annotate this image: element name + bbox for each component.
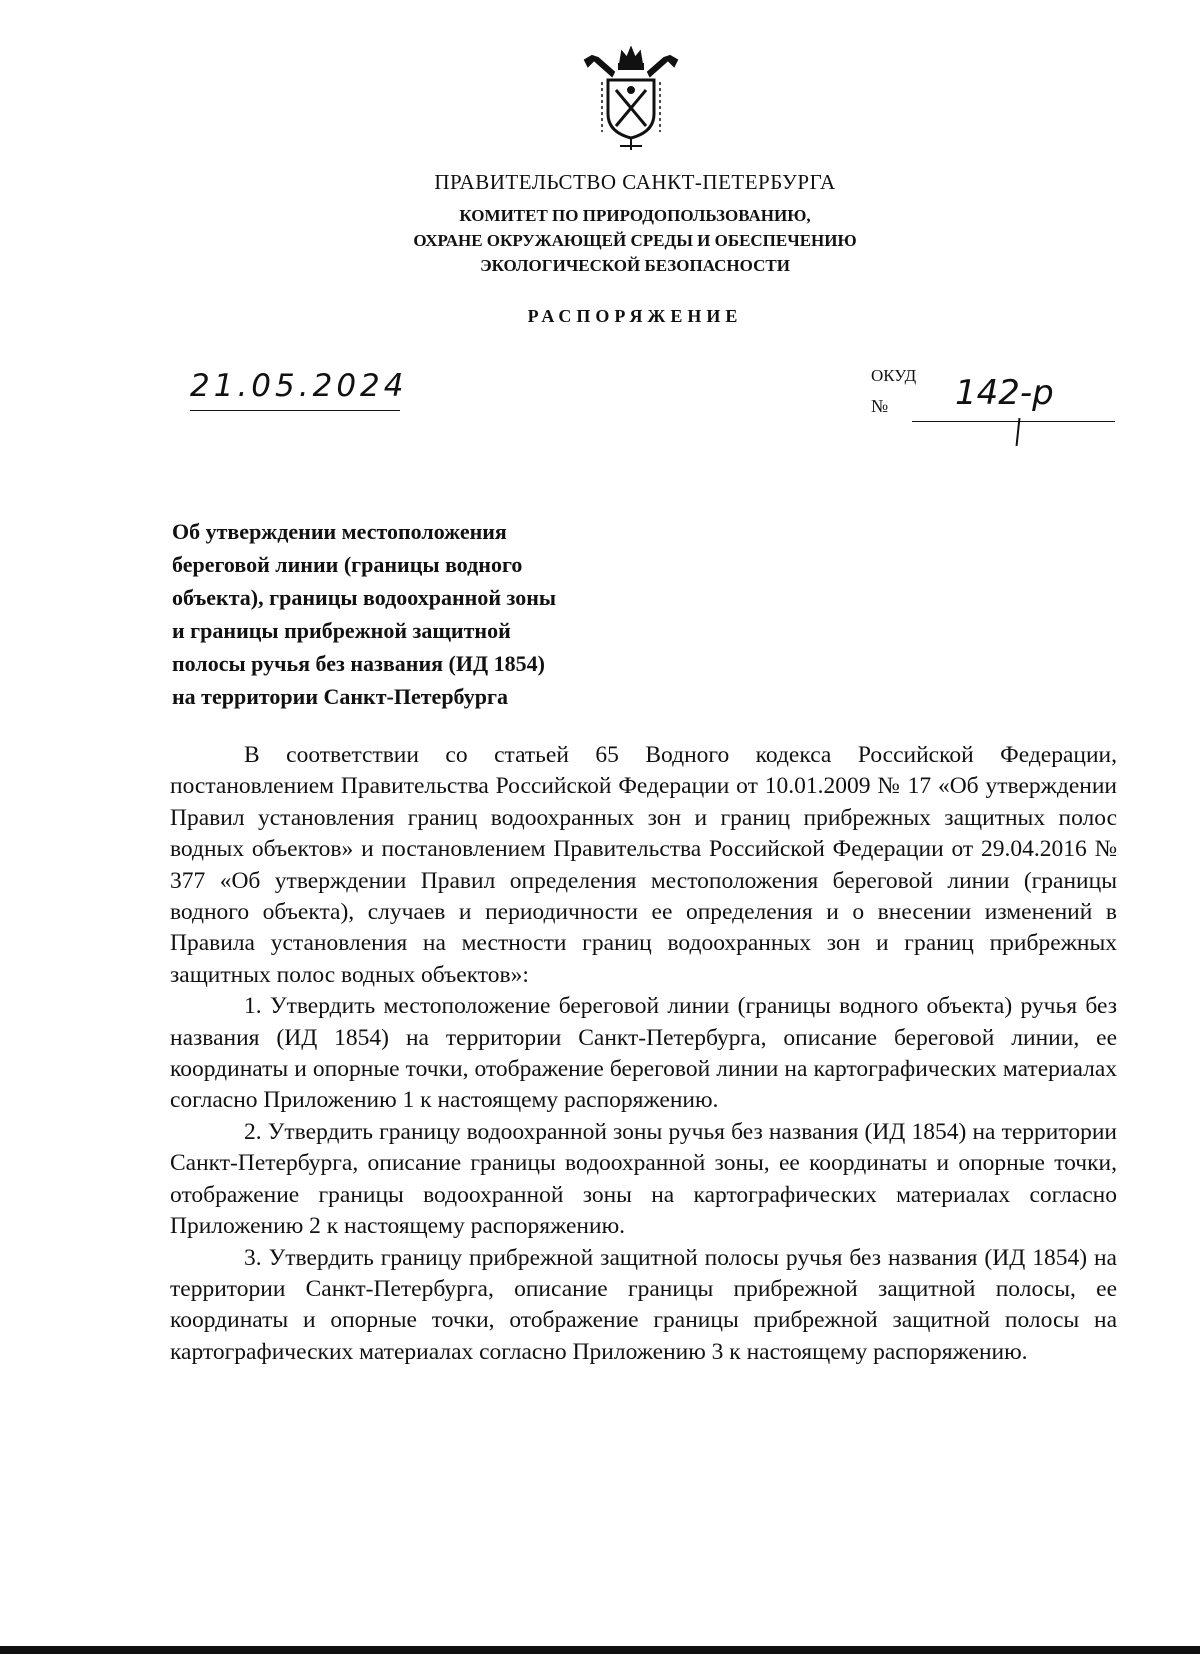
document-body bbox=[170, 740, 1117, 1368]
order-item-2: 2. Утвердить границу водоохранной зоны ручья без названия (ИД 1854) на территории Санкт-Петербурга, описание границы водоохранной зоны, ее координаты и опорные точки, отображение границы водоохранной зоны на картографических материалах согласно Приложению 2 к настоящему распоряжению. bbox=[170, 1118, 1117, 1240]
date-field bbox=[190, 368, 408, 404]
committee-line-2: ОХРАНЕ ОКРУЖАЮЩЕЙ СРЕДЫ И ОБЕСПЕЧЕНИЮ bbox=[413, 231, 857, 250]
number-label: № bbox=[871, 396, 889, 416]
order-item-1: 1. Утвердить местоположение береговой линии (границы водного объекта) ручья без названия (ИД 1854) на территории Санкт-Петербурга, описание береговой линии, ее координаты и опорные точки, отображение береговой линии на картографических материалах согласно Приложению 1 к настоящему распоряжению. bbox=[170, 993, 1117, 1114]
coat-of-arms-spb-icon bbox=[582, 46, 680, 156]
handwritten-date: 21.05.2024 bbox=[190, 368, 408, 404]
document-type-title: РАСПОРЯЖЕНИЕ bbox=[527, 306, 743, 326]
date-underline bbox=[190, 410, 400, 411]
preamble-paragraph: В соответствии со статьей 65 Водного кодекса Российской Федерации, постановлением Правительства Российской Федерации от 10.01.2009 № 17 «Об утверждении Правил установления границ водоохранных зон и границ прибрежных защитных полос водных объектов» и постановлением Правительства Российской Федерации от 29.04.2016 № 377 «Об утверждении Правил определения местоположения береговой линии (границы водного объекта), случаев и периодичности ее определения и о внесении изменений в Правила установления на местности границ водоохранных зон и границ прибрежных защитных полос водных объектов»: bbox=[170, 742, 1117, 988]
subject-line: береговой линии (границы водного bbox=[172, 552, 523, 577]
committee-line-1: КОМИТЕТ ПО ПРИРОДОПОЛЬЗОВАНИЮ, bbox=[459, 206, 811, 225]
document-subject bbox=[172, 515, 692, 713]
committee-name bbox=[0, 203, 1200, 278]
number-underline bbox=[912, 421, 1115, 422]
okud-label: ОКУД bbox=[871, 366, 917, 385]
subject-line: объекта), границы водоохранной зоны bbox=[172, 585, 557, 610]
subject-line: Об утверждении местоположения bbox=[172, 519, 507, 544]
subject-line: на территории Санкт-Петербурга bbox=[172, 684, 508, 709]
committee-line-3: ЭКОЛОГИЧЕСКОЙ БЕЗОПАСНОСТИ bbox=[480, 256, 790, 275]
handwritten-number: 142-р bbox=[955, 373, 1054, 413]
page-bottom-edge bbox=[0, 1646, 1200, 1654]
government-title: ПРАВИТЕЛЬСТВО САНКТ-ПЕТЕРБУРГА bbox=[434, 170, 836, 194]
number-pen-stroke bbox=[1016, 418, 1021, 446]
subject-line: полосы ручья без названия (ИД 1854) bbox=[172, 651, 545, 676]
subject-line: и границы прибрежной защитной bbox=[172, 618, 511, 643]
order-item-3: 3. Утвердить границу прибрежной защитной полосы ручья без названия (ИД 1854) на территории Санкт-Петербурга, описание границы прибрежной защитной полосы, ее координаты и опорные точки, отображение границы прибрежной защитной полосы на картографических материалах согласно Приложению 3 к настоящему распоряжению. bbox=[170, 1244, 1117, 1365]
